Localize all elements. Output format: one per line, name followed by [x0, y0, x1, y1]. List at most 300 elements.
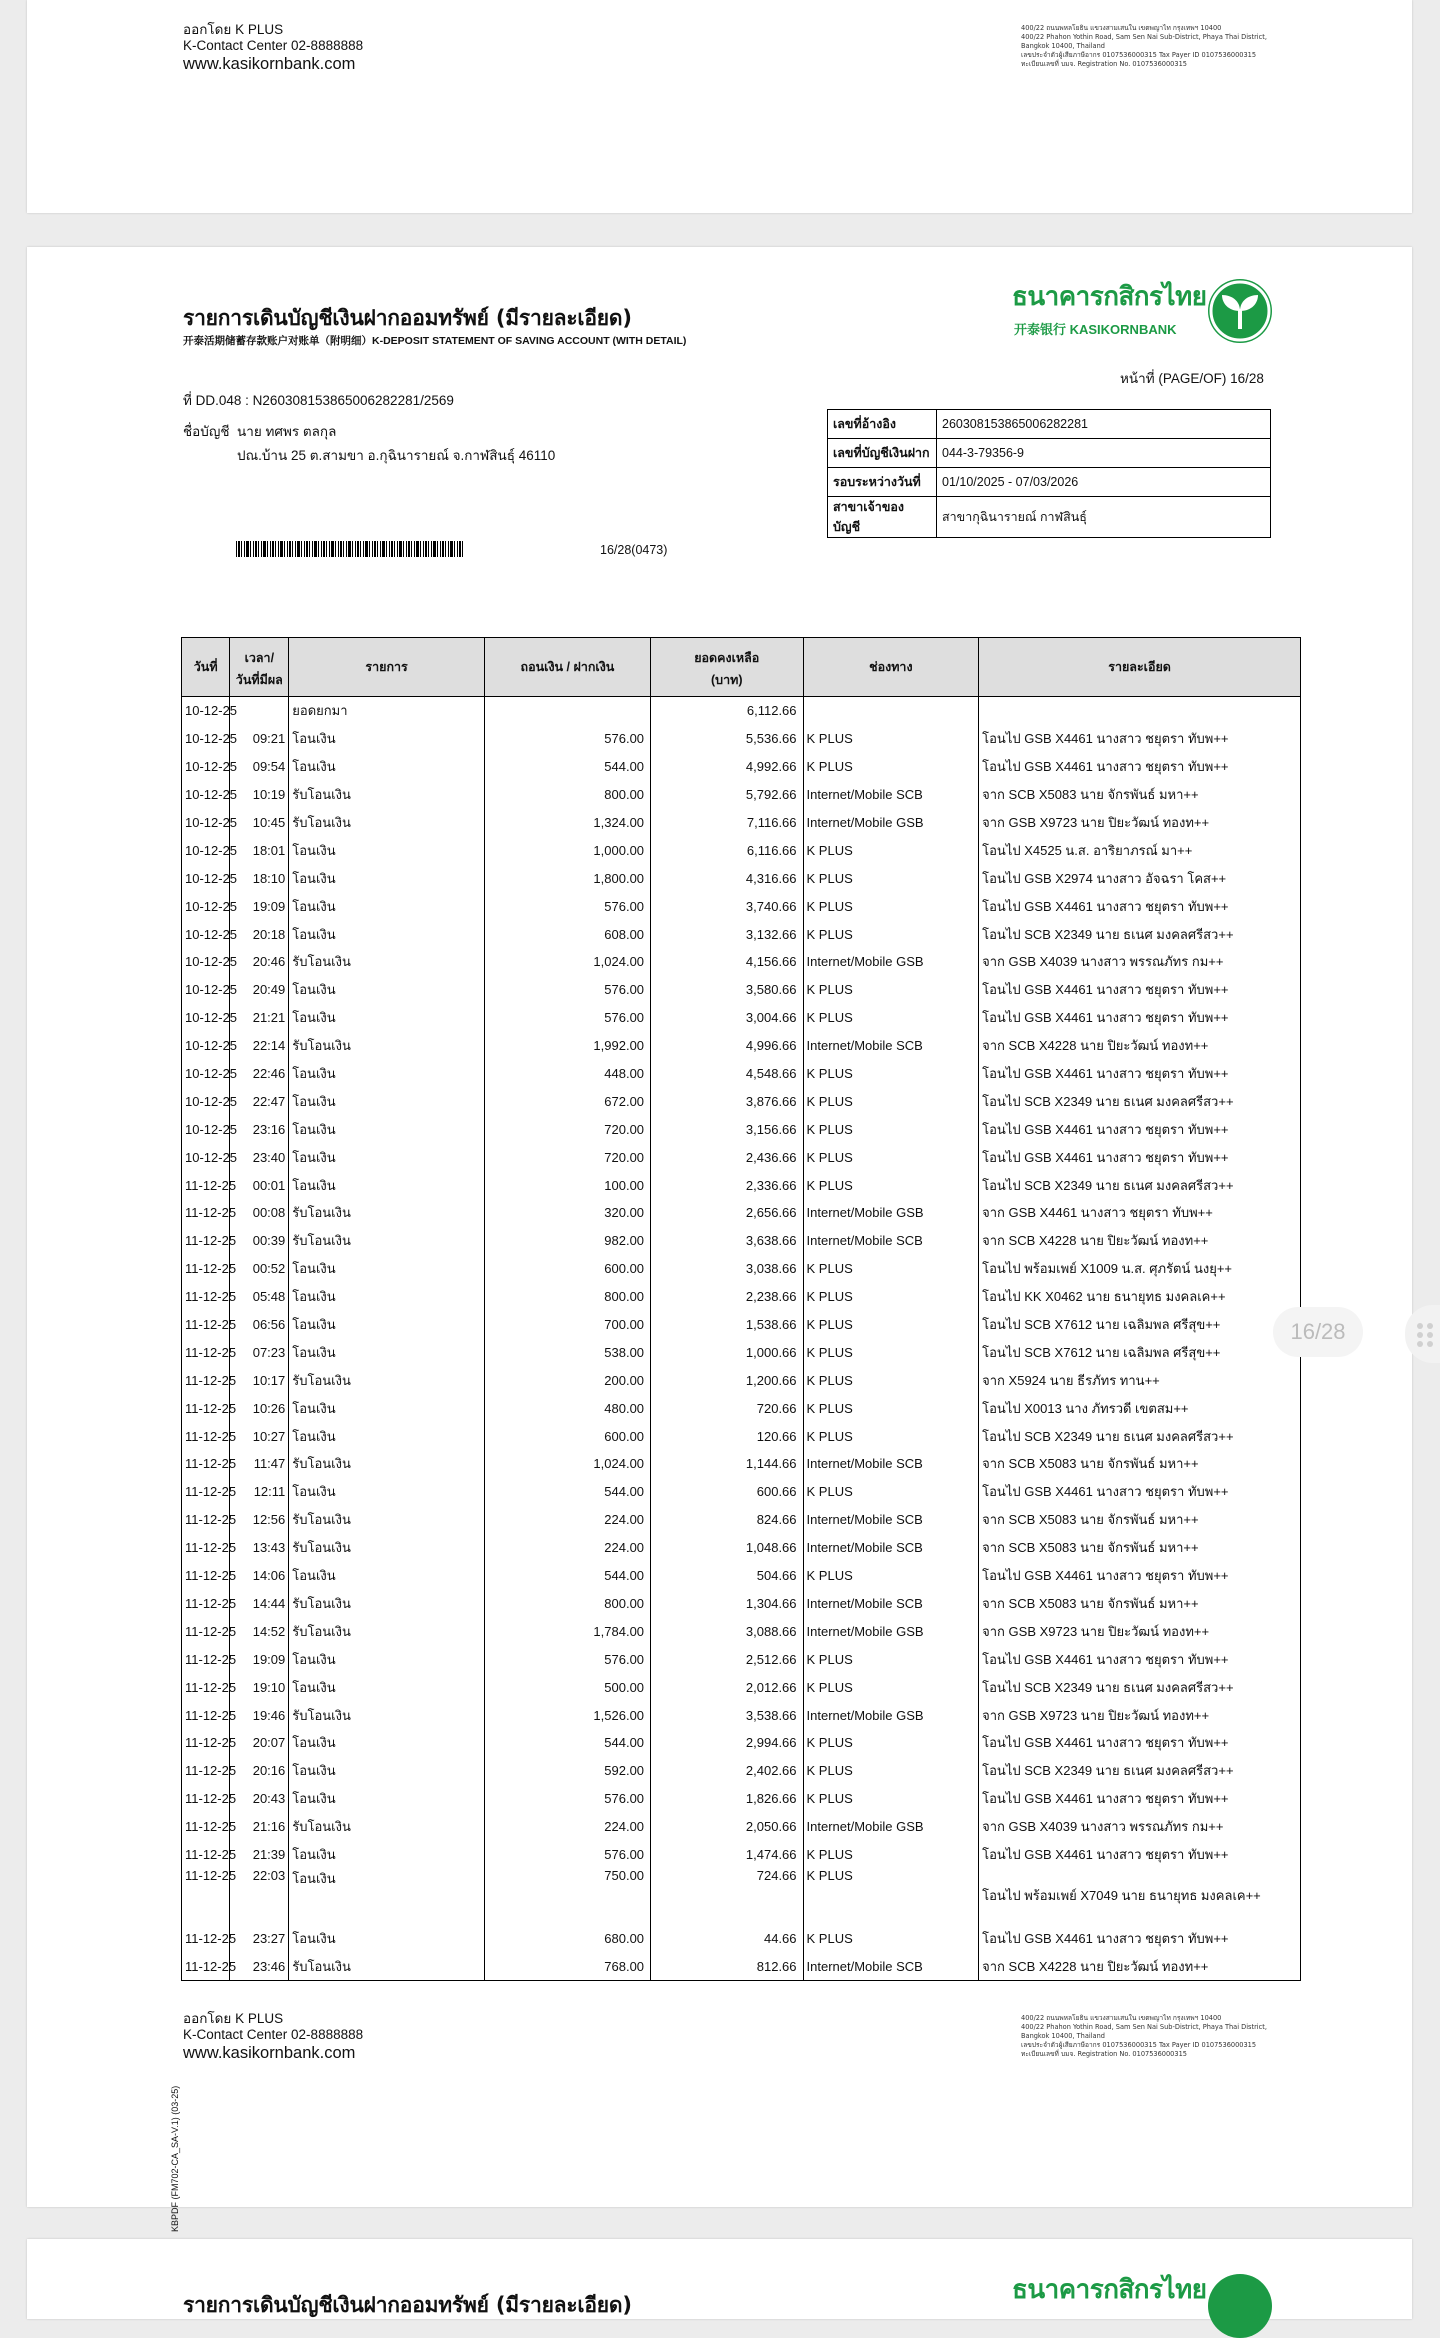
table-row [182, 1255, 1301, 1283]
cell-detail: โอนไป SCB X2349 นาย ธเนศ มงคลศรีสว++ [979, 1422, 1301, 1450]
table-row [182, 1924, 1301, 1952]
cell-channel: K PLUS [803, 1868, 979, 1924]
table-row [182, 1422, 1301, 1450]
cell-time: 14:52 [230, 1617, 289, 1645]
cell-amount: 600.00 [484, 1255, 650, 1283]
cell-time: 20:49 [230, 976, 289, 1004]
previous-page [27, 0, 1412, 213]
cell-balance: 2,656.66 [651, 1199, 803, 1227]
cell-date: 11-12-25 [182, 1199, 230, 1227]
cell-time: 09:54 [230, 753, 289, 781]
cell-date: 11-12-25 [182, 1673, 230, 1701]
cell-balance: 4,996.66 [651, 1032, 803, 1060]
cell-desc: รับโอนเงิน [289, 1199, 485, 1227]
table-row [182, 1394, 1301, 1422]
cell-channel: Internet/Mobile SCB [803, 1534, 979, 1562]
statement-title: รายการเดินบัญชีเงินฝากออมทรัพย์ (มีรายละเอียด) [183, 306, 632, 330]
cell-amount: 720.00 [484, 1143, 650, 1171]
table-row [182, 697, 1301, 725]
cell-balance: 1,538.66 [651, 1311, 803, 1339]
cell-date: 10-12-25 [182, 1143, 230, 1171]
address-line: 400/22 Phahon Yothin Road, Sam Sen Nai Sub-District, Phaya Thai District, Bangkok 10400, Thailand [1021, 2023, 1267, 2040]
cell-detail: โอนไป X0013 นาง ภัทรวดี เขตสม++ [979, 1394, 1301, 1422]
cell-channel: K PLUS [803, 1255, 979, 1283]
cell-desc: โอนเงิน [289, 864, 485, 892]
cell-balance: 724.66 [651, 1868, 803, 1924]
cell-balance: 1,200.66 [651, 1366, 803, 1394]
table-row [182, 809, 1301, 837]
address-line: 400/22 Phahon Yothin Road, Sam Sen Nai Sub-District, Phaya Thai District, Bangkok 10400, Thailand [1021, 33, 1267, 50]
cell-desc: รับโอนเงิน [289, 781, 485, 809]
reference-line: ที่ DD.048 : N260308153865006282281/2569 [183, 393, 454, 408]
cell-balance: 6,116.66 [651, 836, 803, 864]
kasikorn-logo-icon [1208, 2274, 1272, 2338]
page-indicator[interactable]: 16/28 [1273, 1307, 1363, 1357]
cell-channel: K PLUS [803, 1115, 979, 1143]
cell-time: 00:52 [230, 1255, 289, 1283]
cell-date: 11-12-25 [182, 1422, 230, 1450]
cell-balance: 2,238.66 [651, 1283, 803, 1311]
cell-balance: 1,304.66 [651, 1590, 803, 1618]
table-row [182, 725, 1301, 753]
cell-amount: 576.00 [484, 725, 650, 753]
table-row [182, 1673, 1301, 1701]
cell-balance: 3,638.66 [651, 1227, 803, 1255]
cell-channel: Internet/Mobile GSB [803, 1617, 979, 1645]
cell-desc: โอนเงิน [289, 1255, 485, 1283]
cell-desc: รับโอนเงิน [289, 1701, 485, 1729]
cell-detail: โอนไป SCB X2349 นาย ธเนศ มงคลศรีสว++ [979, 1087, 1301, 1115]
table-row [182, 1115, 1301, 1143]
cell-desc: ยอดยกมา [289, 697, 485, 725]
cell-amount: 448.00 [484, 1060, 650, 1088]
cell-desc: โอนเงิน [289, 1004, 485, 1032]
cell-balance: 504.66 [651, 1562, 803, 1590]
cell-time: 22:46 [230, 1060, 289, 1088]
cell-time [230, 697, 289, 725]
table-row [182, 1004, 1301, 1032]
table-row [182, 892, 1301, 920]
cell-date: 10-12-25 [182, 1115, 230, 1143]
cell-date: 11-12-25 [182, 1562, 230, 1590]
cell-channel: Internet/Mobile SCB [803, 1590, 979, 1618]
info-value: 044-3-79356-9 [937, 439, 1271, 468]
cell-detail: โอนไป พร้อมเพย์ X7049 นาย ธนายุทธ มงคลเค++ [979, 1868, 1301, 1924]
table-row [182, 1813, 1301, 1841]
cell-time: 18:10 [230, 864, 289, 892]
contact-center: K-Contact Center 02-8888888 [183, 38, 364, 53]
cell-balance: 2,994.66 [651, 1729, 803, 1757]
cell-detail: โอนไป GSB X4461 นางสาว ชยุตรา ทับพ++ [979, 1841, 1301, 1869]
table-row [182, 1534, 1301, 1562]
cell-time: 19:09 [230, 1645, 289, 1673]
cell-date: 11-12-25 [182, 1255, 230, 1283]
cell-desc: รับโอนเงิน [289, 1366, 485, 1394]
cell-balance: 3,580.66 [651, 976, 803, 1004]
cell-amount: 1,024.00 [484, 948, 650, 976]
cell-balance: 3,132.66 [651, 920, 803, 948]
cell-channel: K PLUS [803, 1338, 979, 1366]
website-link[interactable]: www.kasikornbank.com [183, 2044, 356, 2062]
table-row [182, 1199, 1301, 1227]
cell-date: 11-12-25 [182, 1590, 230, 1618]
cell-amount: 320.00 [484, 1199, 650, 1227]
cell-date: 10-12-25 [182, 697, 230, 725]
cell-amount [484, 697, 650, 725]
cell-desc: โอนเงิน [289, 1785, 485, 1813]
cell-date: 11-12-25 [182, 1394, 230, 1422]
cell-balance: 44.66 [651, 1924, 803, 1952]
cell-channel: Internet/Mobile SCB [803, 781, 979, 809]
cell-amount: 768.00 [484, 1952, 650, 1980]
cell-desc: โอนเงิน [289, 1143, 485, 1171]
barcode [236, 541, 463, 557]
cell-balance: 4,548.66 [651, 1060, 803, 1088]
table-row [182, 1757, 1301, 1785]
cell-channel: Internet/Mobile GSB [803, 1199, 979, 1227]
cell-channel: K PLUS [803, 1729, 979, 1757]
cell-detail: โอนไป GSB X4461 นางสาว ชยุตรา ทับพ++ [979, 1004, 1301, 1032]
cell-amount: 224.00 [484, 1506, 650, 1534]
cell-channel: K PLUS [803, 1841, 979, 1869]
cell-desc: โอนเงิน [289, 1562, 485, 1590]
cell-balance: 6,112.66 [651, 697, 803, 725]
cell-amount: 544.00 [484, 753, 650, 781]
cell-channel: Internet/Mobile GSB [803, 1813, 979, 1841]
cell-time: 09:21 [230, 725, 289, 753]
cell-desc: โอนเงิน [289, 753, 485, 781]
cell-desc: โอนเงิน [289, 920, 485, 948]
issued-by: ออกโดย K PLUS [183, 22, 284, 37]
cell-amount: 600.00 [484, 1422, 650, 1450]
cell-balance: 3,740.66 [651, 892, 803, 920]
cell-time: 06:56 [230, 1311, 289, 1339]
cell-detail: จาก GSB X9723 นาย ปิยะวัฒน์ ทองท++ [979, 1701, 1301, 1729]
cell-time: 10:17 [230, 1366, 289, 1394]
cell-date: 11-12-25 [182, 1924, 230, 1952]
table-row [182, 1841, 1301, 1869]
cell-balance: 2,436.66 [651, 1143, 803, 1171]
cell-detail: โอนไป KK X0462 นาย ธนายุทธ มงคลเค++ [979, 1283, 1301, 1311]
cell-date: 11-12-25 [182, 1952, 230, 1980]
table-row [182, 1227, 1301, 1255]
cell-detail: จาก GSB X4039 นางสาว พรรณภัทร กม++ [979, 1813, 1301, 1841]
cell-detail: จาก SCB X5083 นาย จักรพันธ์ มหา++ [979, 781, 1301, 809]
footer-address [1021, 24, 1291, 69]
cell-detail: จาก X5924 นาย ธีรภัทร ทาน++ [979, 1366, 1301, 1394]
cell-detail: โอนไป GSB X4461 นางสาว ชยุตรา ทับพ++ [979, 1562, 1301, 1590]
col-date: วันที่ [182, 638, 230, 697]
cell-channel: K PLUS [803, 1645, 979, 1673]
cell-amount: 224.00 [484, 1534, 650, 1562]
info-row [828, 497, 1271, 538]
cell-balance: 2,012.66 [651, 1673, 803, 1701]
cell-detail: โอนไป พร้อมเพย์ X1009 น.ส. ศุภรัตน์ นงยุ++ [979, 1255, 1301, 1283]
col-time: เวลา/ วันที่มีผล [230, 638, 289, 697]
cell-date: 10-12-25 [182, 976, 230, 1004]
cell-detail: จาก GSB X4039 นางสาว พรรณภัทร กม++ [979, 948, 1301, 976]
address-line: ทะเบียนเลขที่ บมจ. Registration No. 0107536000315 [1021, 60, 1187, 68]
address-line: เลขประจำตัวผู้เสียภาษีอากร 0107536000315 Tax Payer ID 0107536000315 [1021, 2041, 1257, 2049]
cell-detail: โอนไป GSB X4461 นางสาว ชยุตรา ทับพ++ [979, 1924, 1301, 1952]
cell-amount: 1,024.00 [484, 1450, 650, 1478]
cell-date: 11-12-25 [182, 1338, 230, 1366]
cell-date: 11-12-25 [182, 1227, 230, 1255]
cell-detail: โอนไป GSB X4461 นางสาว ชยุตรา ทับพ++ [979, 1060, 1301, 1088]
cell-desc: โอนเงิน [289, 892, 485, 920]
cell-time: 00:39 [230, 1227, 289, 1255]
cell-amount: 576.00 [484, 976, 650, 1004]
cell-desc: รับโอนเงิน [289, 1590, 485, 1618]
cell-time: 22:47 [230, 1087, 289, 1115]
table-row [182, 1645, 1301, 1673]
col-desc: รายการ [289, 638, 485, 697]
cell-time: 11:47 [230, 1450, 289, 1478]
cell-amount: 608.00 [484, 920, 650, 948]
cell-channel: K PLUS [803, 920, 979, 948]
cell-desc: โอนเงิน [289, 1841, 485, 1869]
cell-channel: K PLUS [803, 1422, 979, 1450]
cell-amount: 592.00 [484, 1757, 650, 1785]
account-name: นาย ทศพร ตลกุล [237, 424, 337, 439]
cell-detail: โอนไป SCB X7612 นาย เฉลิมพล ศรีสุข++ [979, 1338, 1301, 1366]
cell-channel: K PLUS [803, 1311, 979, 1339]
cell-detail: โอนไป GSB X4461 นางสาว ชยุตรา ทับพ++ [979, 1143, 1301, 1171]
cell-amount: 750.00 [484, 1868, 650, 1924]
cell-channel: K PLUS [803, 1087, 979, 1115]
cell-amount: 800.00 [484, 1590, 650, 1618]
cell-desc: รับโอนเงิน [289, 1032, 485, 1060]
table-row [182, 976, 1301, 1004]
cell-balance: 3,038.66 [651, 1255, 803, 1283]
transactions-table [181, 637, 1301, 1981]
cell-amount: 982.00 [484, 1227, 650, 1255]
cell-detail: โอนไป GSB X4461 นางสาว ชยุตรา ทับพ++ [979, 892, 1301, 920]
cell-balance: 824.66 [651, 1506, 803, 1534]
cell-channel: Internet/Mobile SCB [803, 1032, 979, 1060]
cell-desc: รับโอนเงิน [289, 1450, 485, 1478]
cell-date: 11-12-25 [182, 1478, 230, 1506]
cell-channel: Internet/Mobile SCB [803, 1506, 979, 1534]
cell-amount: 480.00 [484, 1394, 650, 1422]
table-row [182, 1506, 1301, 1534]
cell-detail: จาก SCB X4228 นาย ปิยะวัฒน์ ทองท++ [979, 1952, 1301, 1980]
cell-date: 10-12-25 [182, 1087, 230, 1115]
cell-balance: 3,156.66 [651, 1115, 803, 1143]
cell-detail [979, 697, 1301, 725]
cell-date: 10-12-25 [182, 1004, 230, 1032]
kasikorn-logo-icon [1208, 279, 1272, 343]
website-link[interactable]: www.kasikornbank.com [183, 55, 356, 73]
table-row [182, 1338, 1301, 1366]
cell-amount: 720.00 [484, 1115, 650, 1143]
cell-date: 11-12-25 [182, 1757, 230, 1785]
cell-time: 13:43 [230, 1534, 289, 1562]
table-row [182, 1562, 1301, 1590]
cell-date: 10-12-25 [182, 948, 230, 976]
cell-amount: 576.00 [484, 1841, 650, 1869]
cell-time: 19:46 [230, 1701, 289, 1729]
cell-date: 10-12-25 [182, 725, 230, 753]
cell-date: 11-12-25 [182, 1534, 230, 1562]
table-row [182, 1478, 1301, 1506]
cell-amount: 544.00 [484, 1562, 650, 1590]
cell-channel: Internet/Mobile GSB [803, 809, 979, 837]
cell-date: 10-12-25 [182, 781, 230, 809]
cell-amount: 544.00 [484, 1478, 650, 1506]
info-label: เลขที่บัญชีเงินฝาก [828, 439, 937, 468]
cell-time: 23:46 [230, 1952, 289, 1980]
cell-time: 10:26 [230, 1394, 289, 1422]
cell-desc: โอนเงิน [289, 1394, 485, 1422]
cell-date: 11-12-25 [182, 1868, 230, 1924]
cell-time: 14:06 [230, 1562, 289, 1590]
cell-amount: 576.00 [484, 892, 650, 920]
cell-date: 11-12-25 [182, 1450, 230, 1478]
cell-balance: 1,826.66 [651, 1785, 803, 1813]
cell-channel: Internet/Mobile SCB [803, 1450, 979, 1478]
cell-time: 12:11 [230, 1478, 289, 1506]
cell-time: 22:03 [230, 1868, 289, 1924]
form-code: KBPDF (FM702-CA_SA-V.1) (03-25) [170, 2085, 180, 2232]
cell-date: 10-12-25 [182, 920, 230, 948]
cell-amount: 1,526.00 [484, 1701, 650, 1729]
cell-date: 10-12-25 [182, 864, 230, 892]
cell-balance: 720.66 [651, 1394, 803, 1422]
cell-time: 10:27 [230, 1422, 289, 1450]
cell-time: 10:19 [230, 781, 289, 809]
footer-left [183, 22, 363, 72]
col-balance: ยอดคงเหลือ (บาท) [651, 638, 803, 697]
contact-center: K-Contact Center 02-8888888 [183, 2027, 364, 2042]
cell-desc: โอนเงิน [289, 1757, 485, 1785]
cell-amount: 800.00 [484, 1283, 650, 1311]
cell-detail: โอนไป GSB X4461 นางสาว ชยุตรา ทับพ++ [979, 1115, 1301, 1143]
cell-desc: โอนเงิน [289, 1115, 485, 1143]
cell-time: 07:23 [230, 1338, 289, 1366]
info-row [828, 468, 1271, 497]
table-row [182, 1311, 1301, 1339]
info-row [828, 439, 1271, 468]
cell-channel: K PLUS [803, 753, 979, 781]
cell-date: 10-12-25 [182, 1032, 230, 1060]
cell-channel: K PLUS [803, 976, 979, 1004]
cell-date: 11-12-25 [182, 1366, 230, 1394]
cell-channel: K PLUS [803, 1478, 979, 1506]
cell-balance: 812.66 [651, 1952, 803, 1980]
cell-date: 11-12-25 [182, 1506, 230, 1534]
cell-date: 11-12-25 [182, 1841, 230, 1869]
cell-desc: โอนเงิน [289, 725, 485, 753]
cell-channel: K PLUS [803, 1785, 979, 1813]
cell-amount: 1,000.00 [484, 836, 650, 864]
cell-time: 00:08 [230, 1199, 289, 1227]
cell-date: 10-12-25 [182, 809, 230, 837]
cell-detail: จาก SCB X5083 นาย จักรพันธ์ มหา++ [979, 1450, 1301, 1478]
info-row [828, 410, 1271, 439]
cell-amount: 1,800.00 [484, 864, 650, 892]
table-row [182, 1087, 1301, 1115]
cell-amount: 538.00 [484, 1338, 650, 1366]
cell-amount: 800.00 [484, 781, 650, 809]
cell-amount: 200.00 [484, 1366, 650, 1394]
address-line: 400/22 ถนนพหลโยธิน แขวงสามเสนใน เขตพญาไท กรุงเทพฯ 10400 [1021, 2014, 1222, 2022]
cell-channel: K PLUS [803, 1060, 979, 1088]
cell-desc: โอนเงิน [289, 1924, 485, 1952]
cell-time: 21:39 [230, 1841, 289, 1869]
footer-address [1021, 2014, 1291, 2059]
cell-desc: โอนเงิน [289, 1171, 485, 1199]
cell-balance: 600.66 [651, 1478, 803, 1506]
col-amount: ถอนเงิน / ฝากเงิน [484, 638, 650, 697]
address-line: 400/22 ถนนพหลโยธิน แขวงสามเสนใน เขตพญาไท กรุงเทพฯ 10400 [1021, 24, 1222, 32]
customer-address: ปณ.บ้าน 25 ต.สามขา อ.กุฉินารายณ์ จ.กาฬสินธุ์ 46110 [237, 448, 556, 463]
cell-balance: 5,536.66 [651, 725, 803, 753]
cell-detail: จาก GSB X9723 นาย ปิยะวัฒน์ ทองท++ [979, 809, 1301, 837]
cell-amount: 100.00 [484, 1171, 650, 1199]
cell-date: 11-12-25 [182, 1617, 230, 1645]
cell-date: 11-12-25 [182, 1283, 230, 1311]
table-row [182, 1450, 1301, 1478]
statement-title: รายการเดินบัญชีเงินฝากออมทรัพย์ (มีรายละเอียด) [183, 2293, 632, 2317]
cell-balance: 2,512.66 [651, 1645, 803, 1673]
cell-amount: 576.00 [484, 1645, 650, 1673]
address-line: เลขประจำตัวผู้เสียภาษีอากร 0107536000315 Tax Payer ID 0107536000315 [1021, 51, 1257, 59]
bank-name-th: ธนาคารกสิกรไทย [1012, 282, 1207, 312]
cell-balance: 2,402.66 [651, 1757, 803, 1785]
table-row [182, 1283, 1301, 1311]
cell-balance: 1,000.66 [651, 1338, 803, 1366]
cell-balance: 4,156.66 [651, 948, 803, 976]
table-row [182, 1729, 1301, 1757]
cell-amount: 224.00 [484, 1813, 650, 1841]
cell-time: 10:45 [230, 809, 289, 837]
cell-amount: 672.00 [484, 1087, 650, 1115]
cell-balance: 3,538.66 [651, 1701, 803, 1729]
next-page [27, 2239, 1412, 2319]
cell-balance: 7,116.66 [651, 809, 803, 837]
cell-detail: จาก SCB X4228 นาย ปิยะวัฒน์ ทองท++ [979, 1032, 1301, 1060]
info-value: 01/10/2025 - 07/03/2026 [937, 468, 1271, 497]
cell-detail: โอนไป GSB X4461 นางสาว ชยุตรา ทับพ++ [979, 725, 1301, 753]
cell-time: 20:16 [230, 1757, 289, 1785]
cell-time: 19:09 [230, 892, 289, 920]
table-row [182, 1785, 1301, 1813]
table-row [182, 1171, 1301, 1199]
cell-detail: โอนไป GSB X4461 นางสาว ชยุตรา ทับพ++ [979, 1645, 1301, 1673]
cell-channel: K PLUS [803, 1143, 979, 1171]
cell-desc: รับโอนเงิน [289, 809, 485, 837]
cell-desc: โอนเงิน [289, 1422, 485, 1450]
cell-channel: K PLUS [803, 1366, 979, 1394]
table-row [182, 1032, 1301, 1060]
cell-time: 23:16 [230, 1115, 289, 1143]
cell-desc: โอนเงิน [289, 1645, 485, 1673]
cell-time: 21:21 [230, 1004, 289, 1032]
cell-desc: รับโอนเงิน [289, 1227, 485, 1255]
cell-detail: จาก GSB X9723 นาย ปิยะวัฒน์ ทองท++ [979, 1617, 1301, 1645]
barcode-code: 16/28(0473) [600, 543, 668, 557]
cell-time: 14:44 [230, 1590, 289, 1618]
cell-date: 11-12-25 [182, 1171, 230, 1199]
cell-time: 20:18 [230, 920, 289, 948]
cell-detail: โอนไป GSB X4461 นางสาว ชยุตรา ทับพ++ [979, 1785, 1301, 1813]
cell-date: 11-12-25 [182, 1729, 230, 1757]
cell-channel: K PLUS [803, 1394, 979, 1422]
cell-balance: 3,876.66 [651, 1087, 803, 1115]
cell-desc: รับโอนเงิน [289, 1813, 485, 1841]
cell-channel: Internet/Mobile SCB [803, 1227, 979, 1255]
